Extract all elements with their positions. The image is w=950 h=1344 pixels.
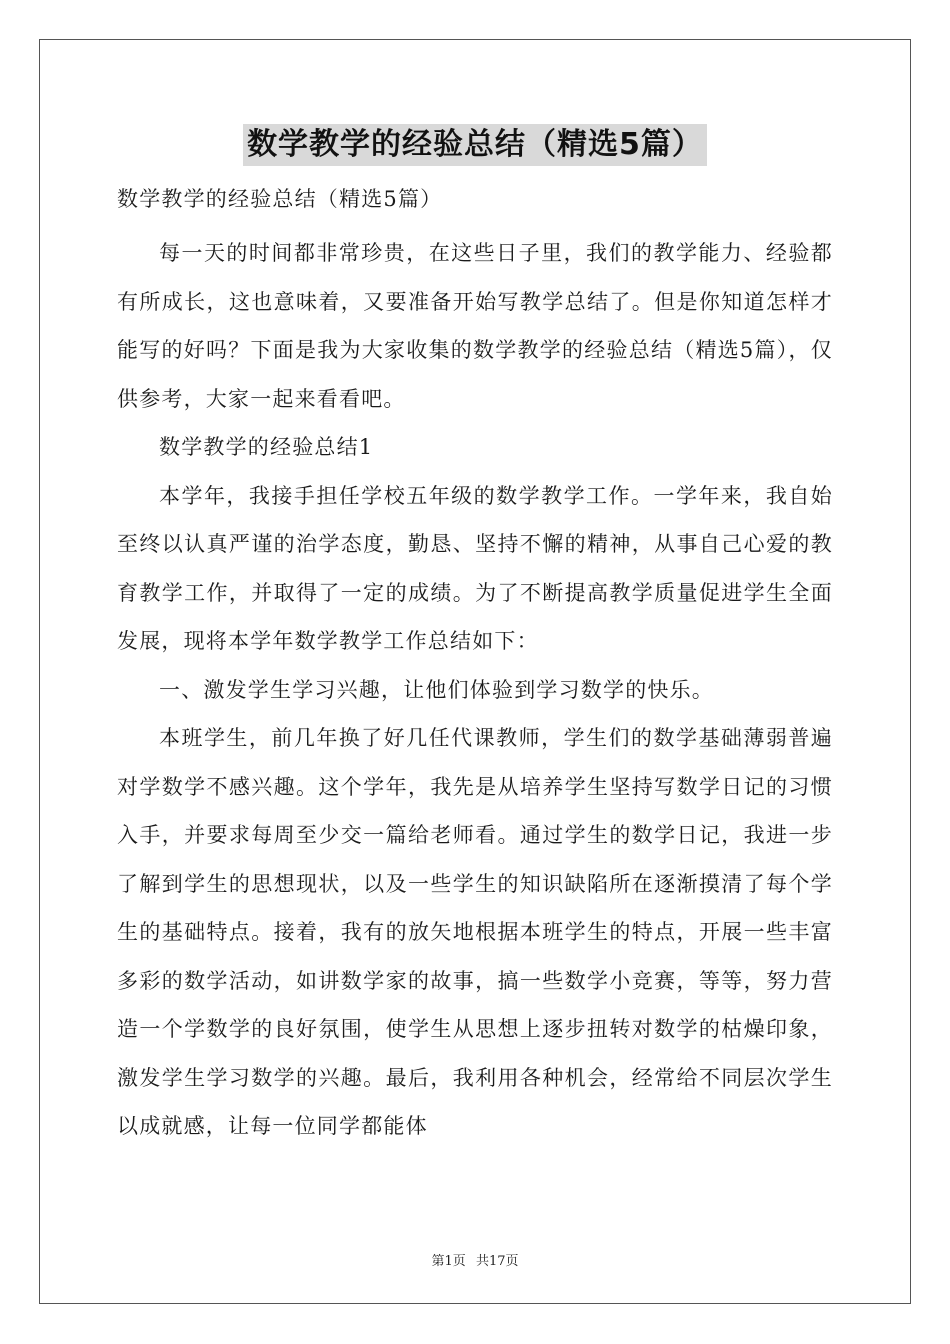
- document-body: [117, 182, 833, 1151]
- body-paragraph: 本班学生，前几年换了好几任代课教师，学生们的数学基础薄弱普遍对学数学不感兴趣。这个学年，我先是从培养学生坚持写数学日记的习惯入手，并要求每周至少交一篇给老师看。通过学生的数学日记，我进一步了解到学生的思想现状，以及一些学生的知识缺陷所在逐渐摸清了每个学生的基础特点。接着，我有的放矢地根据本班学生的特点，开展一些丰富多彩的数学活动，如讲数学家的故事，搞一些数学小竞赛，等等，努力营造一个学数学的良好氛围，使学生从思想上逐步扭转对数学的枯燥印象，激发学生学习数学的兴趣。最后，我利用各种机会，经常给不同层次学生以成就感，让每一位同学都能体: [117, 726, 833, 1138]
- body-paragraph: 每一天的时间都非常珍贵，在这些日子里，我们的教学能力、经验都有所成长，这也意味着，又要准备开始写教学总结了。但是你知道怎样才能写的好吗？下面是我为大家收集的数学教学的经验总结（精选5篇），仅供参考，大家一起来看看吧。: [117, 241, 833, 411]
- document-title: 数学教学的经验总结（精选5篇）: [243, 124, 707, 166]
- document-subtitle: 数学教学的经验总结（精选5篇）: [117, 187, 443, 211]
- page-number: 第1页: [431, 1254, 466, 1269]
- body-paragraph: 本学年，我接手担任学校五年级的数学教学工作。一学年来，我自始至终以认真严谨的治学态度，勤恳、坚持不懈的精神，从事自己心爱的教育教学工作，并取得了一定的成绩。为了不断提高教学质量促进学生全面发展，现将本学年数学教学工作总结如下：: [117, 483, 833, 653]
- body-paragraph: 数学教学的经验总结1: [159, 435, 374, 459]
- total-pages: 共17页: [475, 1254, 519, 1269]
- page-footer: [0, 1250, 950, 1269]
- body-paragraph: 一、激发学生学习兴趣，让他们体验到学习数学的快乐。: [159, 677, 714, 702]
- title-container: [0, 124, 950, 166]
